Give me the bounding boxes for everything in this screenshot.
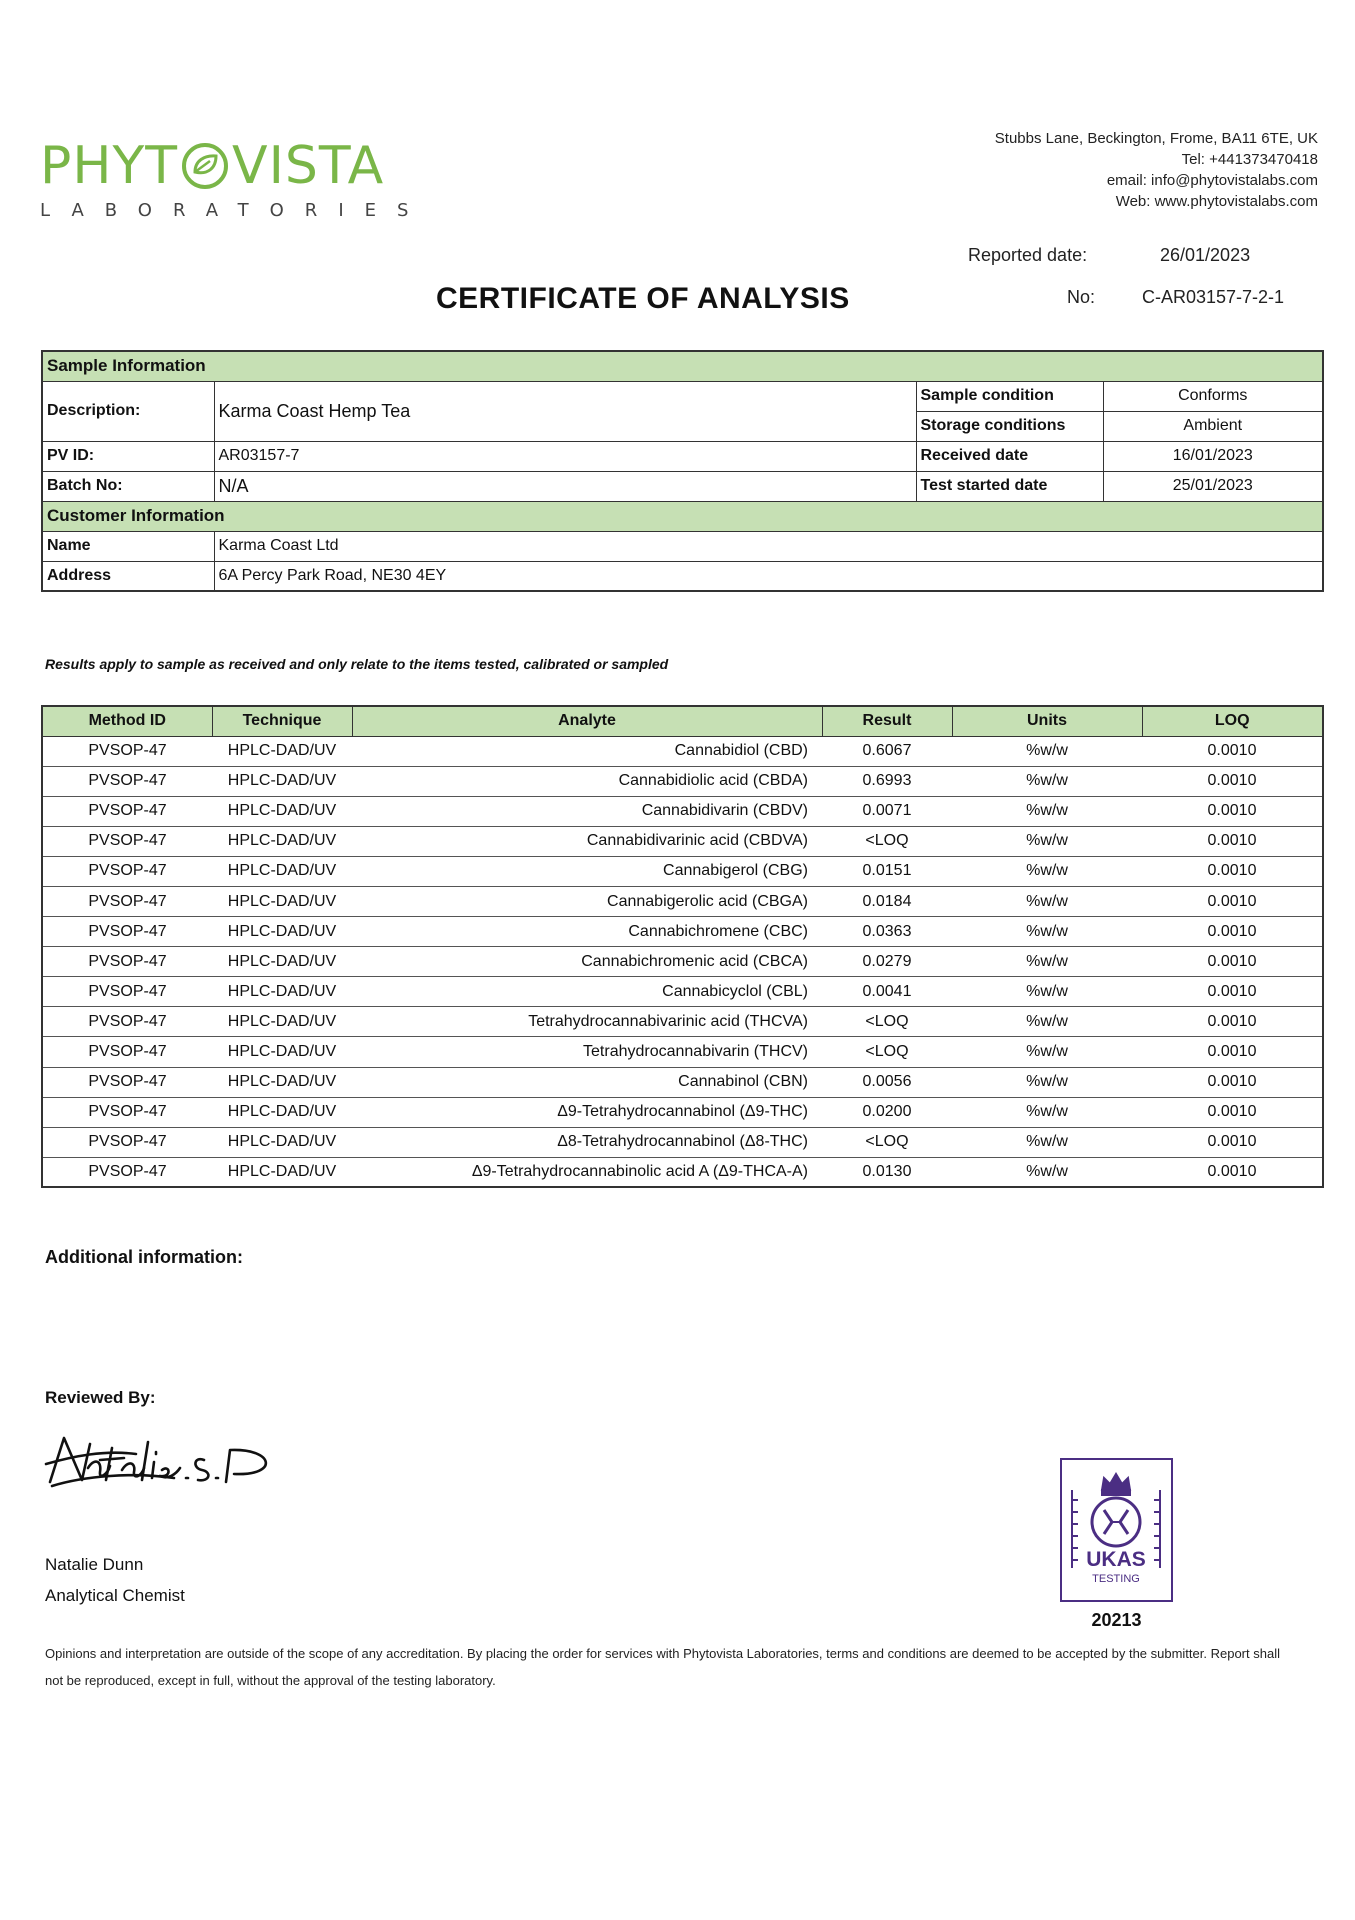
signature [44,1430,284,1500]
cell-analyte: Cannabidivarinic acid (CBDVA) [352,826,822,856]
table-row [42,1157,1323,1187]
cell-units: %w/w [952,796,1142,826]
table-row [42,917,1323,947]
table-row [42,977,1323,1007]
table-row [42,1037,1323,1067]
cell-result: 0.6993 [822,766,952,796]
cell-analyte: Cannabidiolic acid (CBDA) [352,766,822,796]
cell-method-id: PVSOP-47 [42,1127,212,1157]
table-row [42,531,1323,561]
batch-no-value: N/A [214,471,916,501]
table-row [42,766,1323,796]
cell-method-id: PVSOP-47 [42,886,212,916]
cell-method-id: PVSOP-47 [42,796,212,826]
signer-name: Natalie Dunn [45,1555,144,1574]
disclaimer-text: Opinions and interpretation are outside of the scope of any accreditation. By placing the order for services with Phytovista Laboratories, terms and conditions are deemed to be accepted by the submitter. Report shall not be reproduced, except in full, without the approval of the testing laboratory. [45,1646,1280,1688]
cell-units: %w/w [952,1097,1142,1127]
cell-analyte: Cannabichromenic acid (CBCA) [352,947,822,977]
additional-info-label: Additional information: [45,1247,243,1267]
cell-method-id: PVSOP-47 [42,826,212,856]
contact-web: Web: www.phytovistalabs.com [1115,193,1318,210]
reported-date-label: Reported date: [968,245,1088,265]
cell-analyte: Cannabidiol (CBD) [352,736,822,766]
sample-info-table [41,350,1324,592]
cell-result: 0.0151 [822,856,952,886]
column-header-technique: Technique [212,706,352,736]
table-row [42,1097,1323,1127]
cell-method-id: PVSOP-47 [42,766,212,796]
results-table [41,705,1324,1188]
cell-technique: HPLC-DAD/UV [212,947,352,977]
cell-loq: 0.0010 [1142,856,1323,886]
ukas-number: 20213 [1091,1610,1142,1630]
company-logo [40,136,430,221]
cell-loq: 0.0010 [1142,796,1323,826]
cell-method-id: PVSOP-47 [42,947,212,977]
pv-id-value: AR03157-7 [214,441,916,471]
storage-conditions-value: Ambient [1103,411,1323,441]
cell-result: 0.0279 [822,947,952,977]
cell-units: %w/w [952,1157,1142,1187]
storage-conditions-label: Storage conditions [916,411,1103,441]
column-header-result: Result [822,706,952,736]
sample-info-heading: Sample Information [42,351,1323,381]
cell-analyte: Tetrahydrocannabivarin (THCV) [352,1037,822,1067]
table-row [42,796,1323,826]
cell-method-id: PVSOP-47 [42,856,212,886]
leaf-icon [180,141,230,191]
cell-loq: 0.0010 [1142,1157,1323,1187]
received-date-label: Received date [916,441,1103,471]
report-number-value: C-AR03157-7-2-1 [1142,287,1285,307]
results-header-row [42,706,1323,736]
table-row [42,826,1323,856]
cell-units: %w/w [952,1037,1142,1067]
cell-result: 0.0184 [822,886,952,916]
cell-units: %w/w [952,766,1142,796]
cell-analyte: Δ9-Tetrahydrocannabinol (Δ9-THC) [352,1097,822,1127]
table-row [42,736,1323,766]
cell-technique: HPLC-DAD/UV [212,796,352,826]
customer-info-heading: Customer Information [42,501,1323,531]
cell-method-id: PVSOP-47 [42,736,212,766]
contact-address: Stubbs Lane, Beckington, Frome, BA11 6TE, UK [994,130,1318,147]
table-row [42,947,1323,977]
pv-id-label: PV ID: [42,441,214,471]
ukas-accreditation-logo [1060,1458,1173,1602]
cell-units: %w/w [952,1067,1142,1097]
table-row [42,381,1323,411]
cell-units: %w/w [952,977,1142,1007]
reviewed-by-label: Reviewed By: [45,1388,156,1407]
logo-text-part1: PHYT [40,136,178,196]
ukas-sub: TESTING [1092,1573,1140,1585]
table-row [42,856,1323,886]
description-label: Description: [42,381,214,441]
table-row [42,561,1323,591]
sample-condition-label: Sample condition [916,381,1103,411]
cell-result: <LOQ [822,1127,952,1157]
cell-technique: HPLC-DAD/UV [212,1127,352,1157]
cell-method-id: PVSOP-47 [42,1097,212,1127]
cell-units: %w/w [952,886,1142,916]
cell-technique: HPLC-DAD/UV [212,1067,352,1097]
cell-result: <LOQ [822,1037,952,1067]
test-started-value: 25/01/2023 [1103,471,1323,501]
cell-technique: HPLC-DAD/UV [212,1157,352,1187]
results-note: Results apply to sample as received and only relate to the items tested, calibrated or sampled [45,656,669,672]
received-date-value: 16/01/2023 [1103,441,1323,471]
cell-units: %w/w [952,1127,1142,1157]
cell-result: 0.0130 [822,1157,952,1187]
cell-result: 0.0041 [822,977,952,1007]
table-row [42,886,1323,916]
cell-analyte: Cannabinol (CBN) [352,1067,822,1097]
cell-loq: 0.0010 [1142,1037,1323,1067]
cell-loq: 0.0010 [1142,736,1323,766]
reported-date-value: 26/01/2023 [1160,245,1251,265]
cell-loq: 0.0010 [1142,1097,1323,1127]
cell-technique: HPLC-DAD/UV [212,917,352,947]
cell-result: 0.0056 [822,1067,952,1097]
cell-method-id: PVSOP-47 [42,977,212,1007]
cell-loq: 0.0010 [1142,977,1323,1007]
cell-analyte: Tetrahydrocannabivarinic acid (THCVA) [352,1007,822,1037]
contact-block [995,128,1318,212]
table-row [42,441,1323,471]
ukas-crown-icon [1062,1460,1171,1600]
customer-address-value: 6A Percy Park Road, NE30 4EY [214,561,1323,591]
column-header-units: Units [952,706,1142,736]
customer-name-label: Name [42,531,214,561]
column-header-analyte: Analyte [352,706,822,736]
cell-technique: HPLC-DAD/UV [212,1097,352,1127]
contact-email: email: info@phytovistalabs.com [1106,172,1318,189]
cell-technique: HPLC-DAD/UV [212,826,352,856]
logo-subtitle: LABORATORIES [40,200,430,221]
table-row [42,471,1323,501]
cell-method-id: PVSOP-47 [42,1067,212,1097]
column-header-loq: LOQ [1142,706,1323,736]
cell-units: %w/w [952,947,1142,977]
cell-method-id: PVSOP-47 [42,1037,212,1067]
cell-loq: 0.0010 [1142,766,1323,796]
cell-loq: 0.0010 [1142,1127,1323,1157]
cell-loq: 0.0010 [1142,1007,1323,1037]
cell-analyte: Cannabidivarin (CBDV) [352,796,822,826]
cell-result: <LOQ [822,826,952,856]
cell-result: 0.6067 [822,736,952,766]
cell-loq: 0.0010 [1142,886,1323,916]
cell-analyte: Cannabichromene (CBC) [352,917,822,947]
logo-wordmark [40,136,429,196]
cell-analyte: Δ8-Tetrahydrocannabinol (Δ8-THC) [352,1127,822,1157]
table-row [42,1007,1323,1037]
cell-technique: HPLC-DAD/UV [212,886,352,916]
cell-analyte: Δ9-Tetrahydrocannabinolic acid A (Δ9-THCA-A) [352,1157,822,1187]
table-row [42,1067,1323,1097]
logo-text-part2: VISTA [232,136,385,196]
test-started-label: Test started date [916,471,1103,501]
cell-method-id: PVSOP-47 [42,1007,212,1037]
cell-technique: HPLC-DAD/UV [212,766,352,796]
cell-technique: HPLC-DAD/UV [212,1037,352,1067]
table-row [42,1127,1323,1157]
cell-method-id: PVSOP-47 [42,917,212,947]
report-number-label: No: [1067,287,1096,307]
cell-loq: 0.0010 [1142,947,1323,977]
cell-units: %w/w [952,856,1142,886]
cell-result: 0.0071 [822,796,952,826]
page-title: CERTIFICATE OF ANALYSIS [436,282,850,315]
signer-title: Analytical Chemist [45,1586,185,1605]
customer-name-value: Karma Coast Ltd [214,531,1323,561]
cell-technique: HPLC-DAD/UV [212,1007,352,1037]
signer-block [45,1549,185,1611]
cell-result: 0.0363 [822,917,952,947]
customer-address-label: Address [42,561,214,591]
cell-analyte: Cannabicyclol (CBL) [352,977,822,1007]
description-value: Karma Coast Hemp Tea [214,381,916,441]
cell-units: %w/w [952,917,1142,947]
batch-no-label: Batch No: [42,471,214,501]
customer-info-heading-row [42,501,1323,531]
sample-condition-value: Conforms [1103,381,1323,411]
ukas-word: UKAS [1086,1548,1146,1571]
cell-analyte: Cannabigerol (CBG) [352,856,822,886]
cell-result: 0.0200 [822,1097,952,1127]
cell-method-id: PVSOP-47 [42,1157,212,1187]
cell-technique: HPLC-DAD/UV [212,736,352,766]
cell-technique: HPLC-DAD/UV [212,977,352,1007]
cell-units: %w/w [952,1007,1142,1037]
cell-technique: HPLC-DAD/UV [212,856,352,886]
cell-units: %w/w [952,736,1142,766]
column-header-method-id: Method ID [42,706,212,736]
cell-loq: 0.0010 [1142,826,1323,856]
cell-loq: 0.0010 [1142,1067,1323,1097]
sample-info-heading-row [42,351,1323,381]
contact-tel: Tel: +441373470418 [1181,151,1318,168]
cell-analyte: Cannabigerolic acid (CBGA) [352,886,822,916]
cell-result: <LOQ [822,1007,952,1037]
cell-units: %w/w [952,826,1142,856]
cell-loq: 0.0010 [1142,917,1323,947]
